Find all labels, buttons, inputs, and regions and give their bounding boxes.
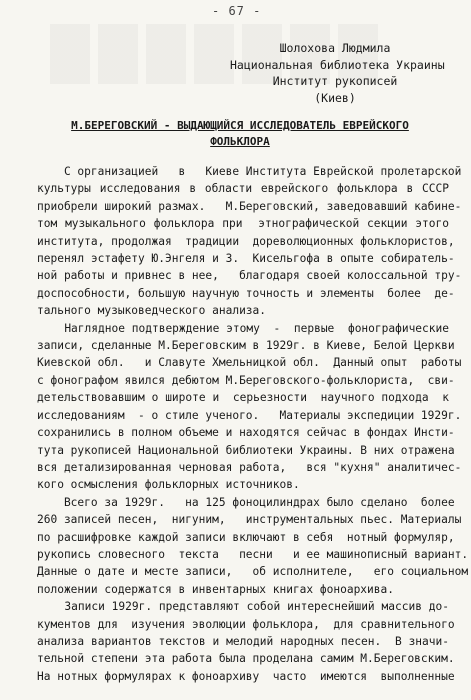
text-line: положении содержатся в инвентарных книгах фоноархива. — [37, 582, 394, 596]
text-line: по расшифровке каждой записи включают в себя нотный формуляр, — [37, 530, 455, 544]
text-line: том музыкального фольклора при этнографической секции этого — [37, 217, 449, 231]
text-line: кументов для изучения эволюции фольклора, для сравнительного — [37, 617, 455, 631]
paragraph — [37, 494, 469, 598]
text-line: тального музыковедческого анализа. — [37, 304, 267, 318]
text-line: вся детализированная черновая работа, вся "кухня" аналитичес- — [37, 460, 462, 474]
text-line: 260 записей песен, нигуним, инструментальных пьес. Материалы — [37, 513, 462, 527]
text-line: тута рукописей Национальной библиотеки Украины. В них отражена — [37, 443, 455, 457]
text-line: детельствовавшим о широте и серьезности научного подхода к — [37, 391, 449, 405]
text-line: На нотных формулярах к фоноархиву часто имеются выполненные — [37, 669, 455, 683]
text-line: Всего за 1929г. на 125 фоноцилиндрах было сделано более — [37, 495, 455, 509]
text-line: кого осмысления фольклорных источников. — [37, 478, 300, 492]
article-body — [37, 163, 469, 685]
page-number: - 67 - — [212, 4, 262, 18]
text-line: сохранились в полном объеме и находятся сейчас в фондах Инсти- — [37, 426, 455, 440]
text-line: доспособности, большую научную точность и элементы более де- — [37, 286, 455, 300]
paragraph — [37, 320, 462, 494]
author-block — [230, 40, 445, 106]
author-institute: Институт рукописей — [272, 74, 398, 88]
article-title — [40, 118, 440, 150]
text-line: Киевской обл. и Славуте Хмельницкой обл. Данный опыт работы — [37, 356, 462, 370]
article-title-line: М.БЕРЕГОВСКИЙ - ВЫДАЮЩИЙСЯ ИССЛЕДОВАТЕЛЬ ЕВРЕЙСКОГО — [71, 119, 409, 132]
text-line: Данные о дате и месте записи, об исполнителе, его социальном — [37, 565, 469, 579]
author-name: Шолохова Людмила — [279, 41, 391, 55]
text-line: рукопись словесного текста песни и ее машинописный вариант. — [37, 547, 469, 561]
text-line: записи, сделанные М.Береговским в 1929г. в Киеве, Белой Церкви — [37, 339, 455, 353]
text-line: С организацией в Киеве Института Еврейской пролетарской — [37, 165, 462, 178]
text-line: института, продолжая традиции дореволюционных фольклористов, — [37, 234, 455, 248]
paragraph — [37, 598, 455, 685]
author-city: (Киев) — [314, 90, 356, 105]
text-line: перенял эстафету Ю.Энгеля и З. Кисельгофа в опыте собиратель- — [37, 252, 455, 266]
text-line: тельной степени эта работа была проделана самим М.Береговским. — [37, 652, 455, 666]
paragraph — [37, 163, 462, 320]
text-line: анализа вариантов текстов и мелодий народных песен. В значи- — [37, 634, 449, 648]
author-organization: Национальная библиотека Украины — [230, 57, 445, 72]
text-line: исследованиям - о стиле ученого. Материалы экспедиции 1929г. — [37, 408, 462, 422]
text-line: Записи 1929г. представляют собой интереснейший массив до- — [37, 600, 449, 614]
text-line: приобрели широкий размах. М.Береговский, заведовавший кабине- — [37, 199, 462, 213]
text-line: культуры исследования в области еврейского фольклора в СССР — [37, 182, 449, 196]
text-line: Наглядное подтверждение этому - первые фонографические — [37, 321, 449, 335]
text-line: ной работы и привнес в нее, благодаря своей колоссальной тру- — [37, 269, 462, 283]
text-line: с фонографом явился дебютом М.Береговского-фольклориста, сви- — [37, 373, 455, 387]
article-title-line: ФОЛЬКЛОРА — [210, 135, 270, 148]
